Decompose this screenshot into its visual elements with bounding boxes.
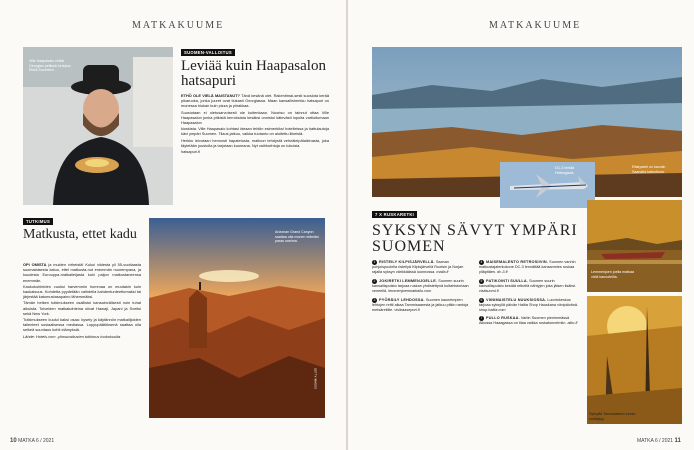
feature-body-3: Herkku leivotaan hennosti hapatetusta, maitoon tehdystä vehnäleipätaikinasta, joka täytetään juustolla ja tarjotaan kuumana. Nyt vaihtoehtoja on lukuisia. xyxy=(181,137,329,148)
ruska-column-2 xyxy=(479,260,579,330)
item-heading: PATIKOINTI SUULLA. xyxy=(486,278,529,283)
right-page xyxy=(347,0,694,450)
ruska-title: SYKSYN SÄVYT YMPÄRI SUOMEN xyxy=(372,222,578,255)
page-number: 11 xyxy=(674,438,681,444)
page-footer xyxy=(637,438,681,444)
lake-caption: Räsiyartel on kauniin Saanalta katsottuna. xyxy=(632,165,666,174)
page-footer xyxy=(10,438,54,444)
item-heading: PULLO RUSKAA. xyxy=(486,316,520,321)
item-link[interactable]: shop.haltia.com xyxy=(479,307,506,312)
canyon-photo xyxy=(149,218,325,418)
feature-text xyxy=(181,93,329,155)
item-link[interactable]: lemmenjoenmatkailu.com xyxy=(388,288,432,293)
canyon-illustration xyxy=(149,218,325,418)
magazine-issue: MATKA 6 / 2021 xyxy=(637,438,674,444)
item-number: 6 xyxy=(480,297,483,302)
item-body: Suomen suurin kansallispuisto kestää retkellä nähtyjen joka jäisen lisäksi. xyxy=(479,278,577,288)
travel-body-3: Tutkimukseen kuului kaksi osaa: kysely ja käytännön matkailijoiden tallenteet sosiaalisessa mediassa. Loppupäätöksenä saattaa olla selkeä suuntaus kohti elämyksiä. xyxy=(23,317,141,333)
plane-photo xyxy=(500,162,595,208)
page-number: 10 xyxy=(10,438,17,444)
feature-body-2: kioskista. Ville Haapasalo kohtasi ideaan tehtiin esimerkiksi hotelleissa ja hattulautoja kävi ympäri Suomen. Tilaus jatkuu, vaikka tuotanto on aloitettu liikeistä. xyxy=(181,126,329,137)
photo-caption: Ville Haapasalo vetää Georgian pellissä herkkua Etelä-Suomeen. xyxy=(29,59,71,72)
item-body: Saanan pohjoispuolella risteilyä Kilpisjärvellä Ruotsin ja Norjan rajalla syksyn värikkäässä luonnossa. xyxy=(372,260,464,274)
ruska-item xyxy=(372,260,472,275)
plane-caption: DC-3 lentää Helsingissä. xyxy=(555,166,575,175)
feature-lead-label: ETHÖ OLE VIELÄ MAISTANUT? xyxy=(181,93,240,98)
travel-body-1: Kaukokohteiden vuoksi harvemmin hommaa on muutakin kuin kaukaisuus. Kohdetta pyydetään vaihdella kahdentunteettomaksi tai järjestää katumustasapaino lähemmäksi. xyxy=(23,283,141,300)
ruska-item xyxy=(372,298,472,313)
item-number: 7 xyxy=(480,316,483,321)
travel-body-2: Tämän hetken tutkimukseen osallistui kansainvälisesti noin tuhat aikuista. Toiveiden matkakohteina olivat Hawaji, Japani ja Sveitsi sekä New York. xyxy=(23,300,141,316)
item-link[interactable]: visitraasepori.fi xyxy=(394,307,420,312)
feature-tag: SUOMEN-VALLOITUS xyxy=(181,49,235,56)
travel-lead-label: OPI OMISTA xyxy=(23,262,47,267)
item-number: 1 xyxy=(373,260,376,264)
magazine-issue: MATKA 6 / 2021 xyxy=(18,438,55,444)
travel-lead: ja muiden virheistä! Kukoi viidesta yli 55-vuotiaasta suomalaisesta katuu, ettei matkusta-nut enemmän nuorempana, ja kuudesta Eurooppa-matkaileijasta koki paljon matkustaneensa enemmän. xyxy=(23,262,141,283)
canyon-caption: Arizonan Grand Canyon saattaa olla monen elämäsi paras unelma. xyxy=(275,230,319,243)
item-heading: JOKIRETKI LEMMENJOELLE. xyxy=(379,278,438,283)
ruska-item xyxy=(372,279,472,294)
ruska-item xyxy=(479,298,579,313)
page-header: MATKAKUUME xyxy=(489,20,582,31)
item-body: Suomen kauneimpien lehtojen reitti alkaa Tammisaaresta ja jatkuu pitkin rantoja metsäreitille. xyxy=(372,297,469,312)
item-heading: VIINIMAISTELU NUUKSIOSSA. xyxy=(486,297,547,302)
item-heading: RISTEILY KILPISJÄRVELLÄ. xyxy=(379,260,435,264)
ruska-item xyxy=(479,260,579,275)
hatsapuri-photo xyxy=(23,47,173,205)
item-body: Luontokeskus tarjoaa syksyllä päivän Haltia Shop Hauskana viinipäivänä. xyxy=(479,297,578,307)
feature-link[interactable]: hatsapuri.fi xyxy=(181,149,201,155)
boat-caption: Lemmenjoen joella matkaa vielä kanooteilla. xyxy=(591,270,634,279)
item-body: Suomen vanhin matkustajalentokone DC-3 lennättää kansanmies ruskaa ylläpitäen. xyxy=(479,260,576,274)
ruska-tag: 7 X RUSKARETKI xyxy=(372,211,417,218)
travel-title: Matkusta, ettet kadu xyxy=(23,227,137,242)
item-number: 4 xyxy=(480,260,483,264)
item-link[interactable]: dc-3.fi xyxy=(497,269,508,274)
item-link[interactable]: alko.fi xyxy=(567,321,578,326)
item-body: Vartin Suomen pienimmässä Alkossa Haaagassa on tilaa vaikka ruskatunnelmiin. xyxy=(479,316,570,326)
feature-lead: Tänä kesänä olet. Rakentimai-sesti suosiota kerää pikaruoka, jonka juuret ovat tiukasti Georgiassa. Maan kansallisherkku hatsapuri on monessa hiukan kuin pizza ja piirakkaa. xyxy=(181,93,330,109)
travel-text xyxy=(23,262,141,340)
forest-illustration xyxy=(587,296,682,424)
item-link[interactable]: visitsuomi.fi xyxy=(479,288,499,293)
forest-photo xyxy=(587,296,682,424)
item-link[interactable]: malla.fi xyxy=(436,269,449,274)
item-number: 5 xyxy=(480,278,483,283)
ruska-item xyxy=(479,279,579,294)
forest-caption: Syksyllä Tammisaaren luonto esittäytyy. xyxy=(589,412,636,421)
item-number: 3 xyxy=(373,297,376,302)
travel-tag: TUTKIMUS xyxy=(23,218,53,225)
photo-credit: GETTY IMAGES xyxy=(313,368,318,389)
ruska-column-1 xyxy=(372,260,472,316)
travel-link[interactable]: Lähde: Hotels.com -yönsuositusten tutkimus toukokuulta xyxy=(23,333,121,339)
feature-body-1: Suosiotaan ei oletusarvoisesti ole kuitenkaan. Nuoriso on tainnut ottaa Ville Haapasalon jonka pitkistä kerroksista kesäksi onnistui kätevästi lopulta vartioitumaan Haapasalon xyxy=(181,109,329,126)
item-heading: PYÖRÄILY LEHDOSSA. xyxy=(379,297,425,302)
item-number: 2 xyxy=(373,278,376,283)
boat-photo xyxy=(587,200,682,292)
feature-title: Leviää kuin Haapasalon hatsapuri xyxy=(181,58,326,89)
item-body: Suomen suurin kansallispuisto tarjoaa ruskan yhdistettynä kultahistoriaan veneellä. xyxy=(372,278,469,293)
item-heading: MAISEMALENTO RETROSIIVIN. xyxy=(486,260,549,264)
page-header: MATKAKUUME xyxy=(132,20,225,31)
ruska-item xyxy=(479,316,579,326)
